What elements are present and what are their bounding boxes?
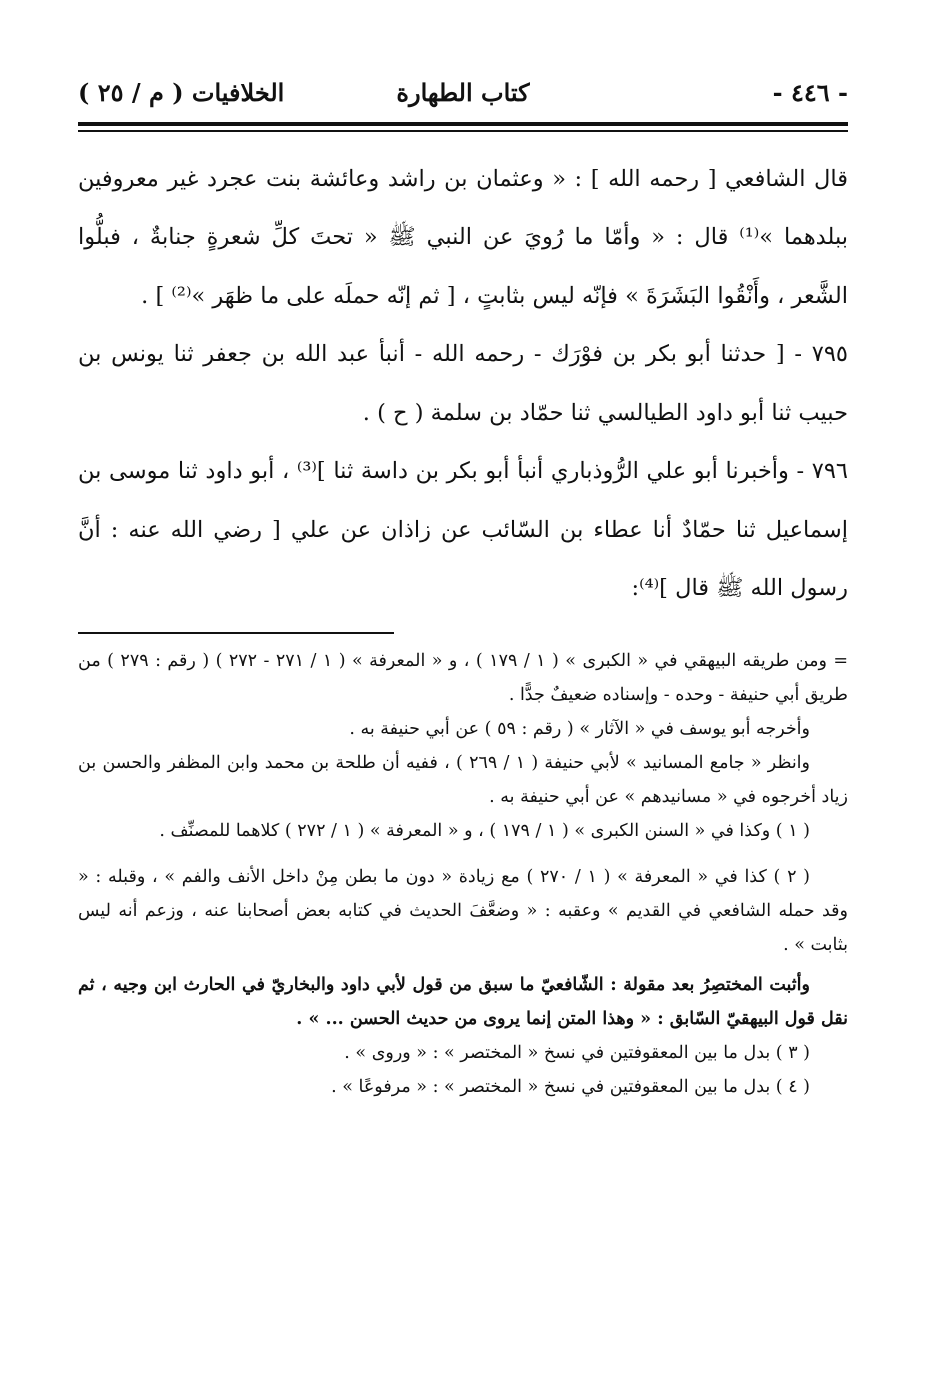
page-number: - ٤٤٦ - xyxy=(772,78,848,107)
section-label: الخلافيات ( م / ٢٥ ) xyxy=(78,78,285,107)
paragraph-hadith-795: ٧٩٥ - [ حدثنا أبو بكر بن فوْرَك - رحمه الله - أنبأ عبد الله بن جعفر ثنا يونس بن حبيب ثنا أبو داود الطيالسي ثنا حمّاد بن سلمة ( ح ) . xyxy=(78,341,848,426)
footnote-2: ( ٢ ) كذا في « المعرفة » ( ١ / ٢٧٠ ) مع زيادة « دون ما بطن مِنْ داخل الأنف والفم » ، وقبله : « وقد حمله الشافعي في القديم » وعقبه : « وضعَّفَ الحديث في كتابه بعض أصحابنا عنه ، وزعم أنه ليس بثابت » . xyxy=(78,866,848,955)
footnote-continuation: = ومن طريقه البيهقي في « الكبرى » ( ١ / ١٧٩ ) ، و « المعرفة » ( ١ / ٢٧١ - ٢٧٢ ) ( رقم : ٢٧٩ ) من طريق أبي حنيفة - وحده - وإسناده ضعيفٌ جدًّا . xyxy=(78,650,849,705)
footnotes xyxy=(78,644,848,1104)
footnote-1: ( ١ ) وكذا في « السنن الكبرى » ( ١ / ١٧٩ ) ، و « المعرفة » ( ١ / ٢٧٢ ) كلاهما للمصنِّف . xyxy=(159,820,810,841)
footnote-3: ( ٣ ) بدل ما بين المعقوفتين في نسخ « المختصر » : « وروى » . xyxy=(344,1042,810,1063)
paragraph-shafii-quote: قال الشافعي [ رحمه الله ] : « وعثمان بن راشد وعائشة بنت عجرد غير معروفين ببلدهما »⁽¹⁾ قال : « وأمّا ما رُويَ عن النبي ﷺ « تحتَ كلِّ شعرةٍ جنابةٌ ، فبلُّوا الشَّعر ، وأَنْقُوا البَشَرَةَ » فإنّه ليس بثابتٍ ، [ ثم إنّه حملَه على ما ظهَر »⁽²⁾ ] . xyxy=(78,165,848,309)
header-rule-thick xyxy=(78,122,848,126)
running-header xyxy=(78,60,848,116)
footnote-separator xyxy=(78,632,394,634)
book-title: كتاب الطهارة xyxy=(396,78,530,107)
book-page xyxy=(78,60,848,1104)
footnote-continuation-3: وانظر « جامع المسانيد » لأبي حنيفة ( ١ / ٢٦٩ ) ، ففيه أن طلحة بن محمد وابن المظفر والحسن بن زياد أخرجوه في « مسانيدهم » عن أبي حنيفة به . xyxy=(78,752,848,807)
header-rule-thin xyxy=(78,130,848,132)
main-text xyxy=(78,150,848,618)
footnote-4: ( ٤ ) بدل ما بين المعقوفتين في نسخ « المختصر » : « مرفوعًا » . xyxy=(331,1076,810,1097)
paragraph-hadith-796: ٧٩٦ - وأخبرنا أبو علي الرُّوذباري أنبأ أبو بكر بن داسة ثنا ]⁽³⁾ ، أبو داود ثنا موسى بن إسماعيل ثنا حمّادٌ أنا عطاء بن السّائب عن زاذان عن علي [ رضي الله عنه : أنَّ رسول الله ﷺ قال ]⁽⁴⁾: xyxy=(78,458,848,601)
footnote-2-addendum: وأثبت المختصِرُ بعد مقولة : الشّافعيّ ما سبق من قول لأبي داود والبخاريّ في الحارث ابن وجيه ، ثم نقل قول البيهقيّ السّابق : « وهذا المتن إنما يروى من حديث الحسن ... » . xyxy=(78,974,848,1029)
footnote-continuation-2: وأخرجه أبو يوسف في « الآثار » ( رقم : ٥٩ ) عن أبي حنيفة به . xyxy=(349,718,810,739)
